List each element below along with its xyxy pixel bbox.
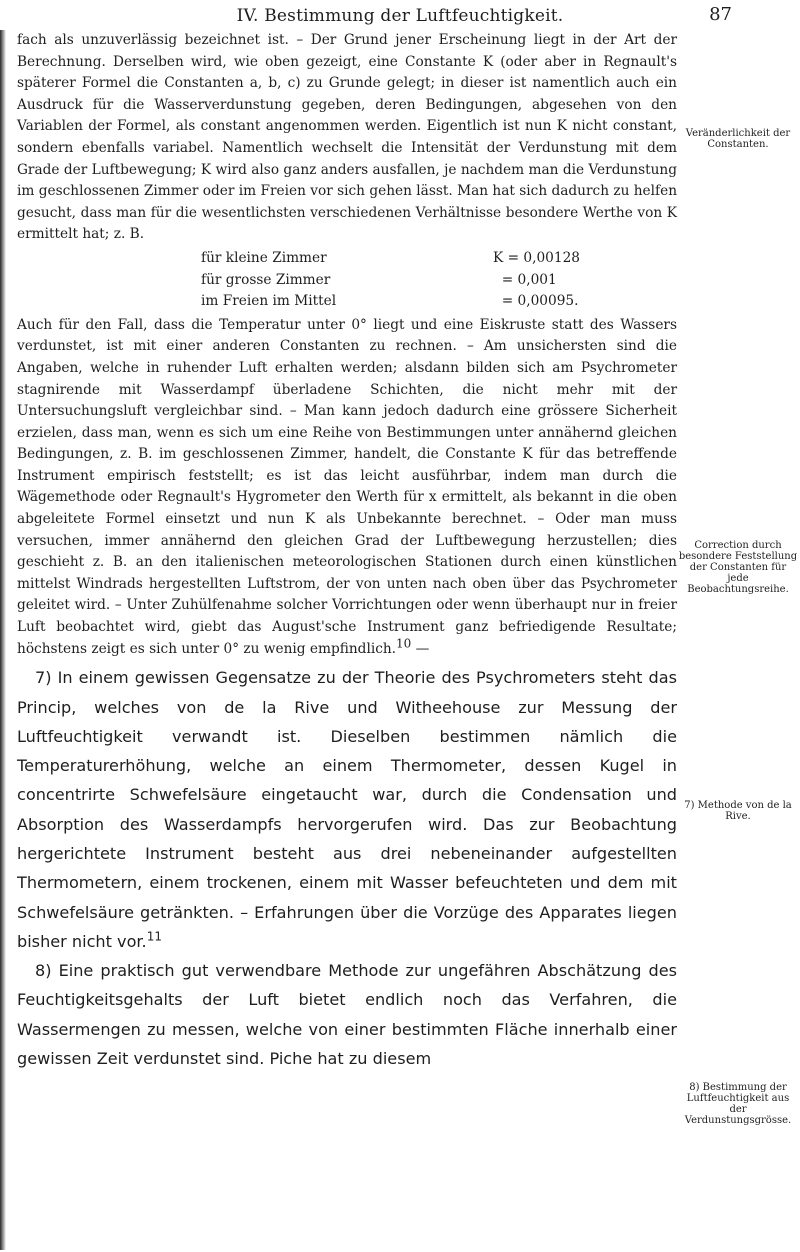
constants-row-label: für kleine Zimmer <box>201 249 327 266</box>
footnote-ref-11: 11 <box>146 929 162 944</box>
running-head: IV. Bestimmung der Luftfeuchtigkeit. <box>236 6 564 26</box>
paragraph-3-text: 7) In einem gewissen Gegensatze zu der Theorie des Psychrometers steht das Princip, welches von de la Rive und Witheehouse zur Messung der Luftfeuchtigkeit verwandt ist. Dieselben bestimmen nämlich die Temperaturerhöhung, welche an einem Thermometer, dessen Kugel in concentrirte Schwefelsäure eingetaucht war, durch die Condensation und Absorption des Wasserdampfs hervorgerufen wird. Das zur Beobachtung hergerichtete Instrument besteht aus drei nebeneinander aufgestellten Thermometern, einem trockenen, einem mit Wasser befeuchteten und dem mit Schwefelsäure getränkten. – Erfahrungen über die Vorzüge des Apparates liegen bisher nicht vor. <box>17 668 677 951</box>
paragraph-2 <box>17 315 677 661</box>
constants-row <box>17 270 677 292</box>
page-gutter-shadow <box>0 30 6 1250</box>
paragraph-2-text: Auch für den Fall, dass die Temperatur unter 0° liegt und eine Eiskruste statt des Wassers verdunstet, ist mit einer anderen Constanten zu rechnen. – Am unsichersten sind die Angaben, welche in ruhender Luft erhalten werden; alsdann bilden sich am Psychrometer stagnirende mit Wasserdampf überladene Schichten, die nicht mehr mit der Untersuchungsluft vergleichbar sind. – Man kann jedoch dadurch eine grössere Sicherheit erzielen, dass man, wenn es sich um eine Reihe von Bestimmungen unter annähernd gleichen Bedingungen, z. B. im geschlossenen Zimmer, handelt, die Constante K für das betreffende Instrument empirisch feststellt; es ist das leicht ausführbar, indem man durch die Wägemethode oder Regnault's Hygrometer den Werth für x ermittelt, als bekannt in die oben abgeleitete Formel einsetzt und nun K als Unbekannte berechnet. – Oder man muss versuchen, immer annähernd den gleichen Grad der Luftbewegung herzustellen; dies geschieht z. B. an den italienischen meteorologischen Stationen durch einen künstlichen mittelst Windrads hergestellten Luftstrom, der von unten nach oben über das Psychrometer geleitet wird. – Unter Zuhülfenahme solcher Vorrichtungen oder wenn überhaupt nur in freier Luft beobachtet wird, giebt das August'sche Instrument ganz befriedigende Resultate; höchstens zeigt es sich unter 0° zu wenig empfindlich. <box>17 316 677 657</box>
constants-row-value: K = 0,00128 <box>493 249 580 266</box>
constants-row-value: = 0,00095. <box>493 293 579 310</box>
footnote-ref-10: 10 <box>396 636 412 651</box>
constants-row <box>17 248 677 270</box>
page-header <box>0 2 800 30</box>
margin-note-methode-de-la-rive: 7) Methode von de la Rive. <box>684 800 792 822</box>
margin-note-verdunstung: 8) Bestimmung der Luftfeuchtigkeit aus der Verdunstungsgrösse. <box>684 1082 792 1126</box>
constants-row <box>17 291 677 313</box>
main-text <box>17 30 677 1073</box>
constants-row-value: = 0,001 <box>493 271 557 288</box>
margin-note-veraenderlichkeit: Veränderlichkeit der Constanten. <box>685 128 791 150</box>
constants-row-label: für grosse Zimmer <box>201 271 331 288</box>
page-number: 87 <box>709 4 732 25</box>
paragraph-2-end: — <box>411 640 430 657</box>
paragraph-4: 8) Eine praktisch gut verwendbare Methode zur ungefähren Abschätzung des Feuchtigkeitsgehalts der Luft bietet endlich noch das Verfahren, die Wassermengen zu messen, welche von einer bestimmten Fläche innerhalb einer gewissen Zeit verdunstet sind. Piche hat zu diesem <box>17 961 677 1069</box>
constants-table <box>17 248 677 313</box>
constants-row-label: im Freien im Mittel <box>201 293 337 310</box>
paragraph-1: fach als unzuverlässig bezeichnet ist. – Der Grund jener Erscheinung liegt in der Art der Berechnung. Derselben wird, wie oben gezeigt, eine Constante K (oder aber in Regnault's späterer Formel die Constanten a, b, c) zu Grunde gelegt; in dieser ist namentlich auch ein Ausdruck für die Wasserverdunstung gegeben, deren Bedingungen, abgesehen von den Variablen der Formel, als constant angenommen werden. Eigentlich ist nun K nicht constant, sondern ebenfalls variabel. Namentlich wechselt die Intensität der Verdunstung mit dem Grade der Luftbewegung; K wird also ganz anders ausfallen, je nachdem man die Verdunstung im geschlossenen Zimmer oder im Freien vor sich gehen lässt. Man hat sich dadurch zu helfen gesucht, dass man für die wesentlichsten verschiedenen Verhältnisse besondere Werthe von K ermittelt hat; z. B. <box>17 32 678 243</box>
margin-note-correction: Correction durch besondere Feststellung der Constanten für jede Beobachtungsreihe. <box>678 540 798 595</box>
paragraph-3 <box>17 663 677 956</box>
